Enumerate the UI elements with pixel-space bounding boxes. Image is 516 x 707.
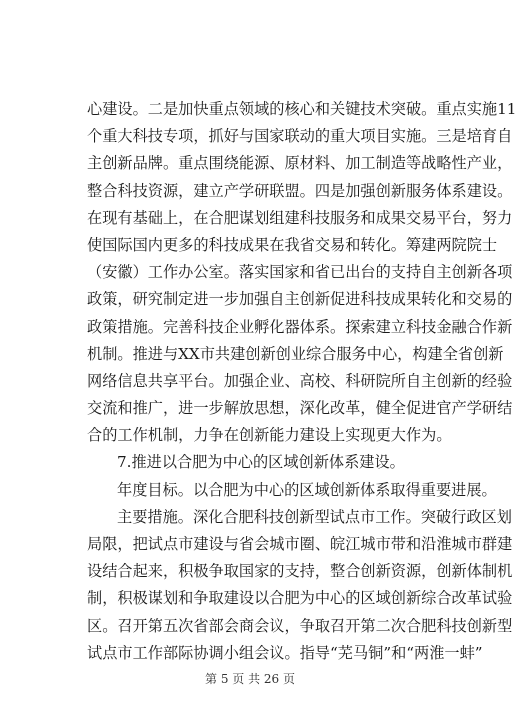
section-heading: 7.推进以合肥为中心的区域创新体系建设。 (117, 453, 405, 472)
text-line: 整合科技资源，建立产学研联盟。四是加强创新服务体系建设。 (87, 181, 513, 200)
text-line: 交流和推广，进一步解放思想，深化改革，健全促进官产学研结 (87, 399, 513, 418)
text-line: 局限，把试点市建设与省会城市圈、皖江城市带和沿淮城市群建 (87, 535, 513, 553)
text-line: 个重大科技专项，抓好与国家联动的重大项目实施。三是培育自 (87, 127, 513, 146)
text-line: 机制。推进与XX市共建创新创业综合服务中心，构建全省创新 (87, 344, 504, 363)
text-line: 年度目标。以合肥为中心的区域创新体系取得重要进展。 (117, 480, 497, 499)
text-line: 合的工作机制，力争在创新能力建设上实现更大作为。 (87, 426, 452, 445)
text-line: 政策措施。完善科技企业孵化器体系。探索建立科技金融合作新 (87, 317, 513, 336)
text-line: 区。召开第五次省部会商会议，争取召开第二次合肥科技创新型 (87, 616, 513, 635)
text-line: 心建设。二是加快重点领域的核心和关键技术突破。重点实施11 (87, 100, 516, 118)
text-line: 主创新品牌。重点围绕能源、原材料、加工制造等战略性产业， (87, 154, 513, 173)
text-line: 政策，研究制定进一步加强自主创新促进科技成果转化和交易的 (87, 290, 513, 309)
body-text (87, 96, 516, 667)
text-line: 在现有基础上，在合肥谋划组建科技服务和成果交易平台，努力 (87, 208, 513, 227)
text-line: 制，积极谋划和争取建设以合肥为中心的区域创新综合改革试验 (87, 589, 513, 608)
page-footer (0, 670, 500, 687)
text-line: 主要措施。深化合肥科技创新型试点市工作。突破行政区划 (117, 507, 512, 526)
page-number: 第 5 页 共 26 页 (205, 672, 295, 686)
text-line: 使国际国内更多的科技成果在我省交易和转化。筹建两院院士 (87, 235, 498, 254)
text-line: （安徽）工作办公室。落实国家和省已出台的支持自主创新各项 (87, 263, 513, 282)
text-line: 设结合起来，积极争取国家的支持，整合创新资源，创新体制机 (87, 562, 513, 581)
text-line: 试点市工作部际协调小组会议。指导“芜马铜”和“两淮一蚌” (87, 643, 483, 662)
text-line: 网络信息共享平台。加强企业、高校、科研院所自主创新的经验 (87, 371, 513, 390)
